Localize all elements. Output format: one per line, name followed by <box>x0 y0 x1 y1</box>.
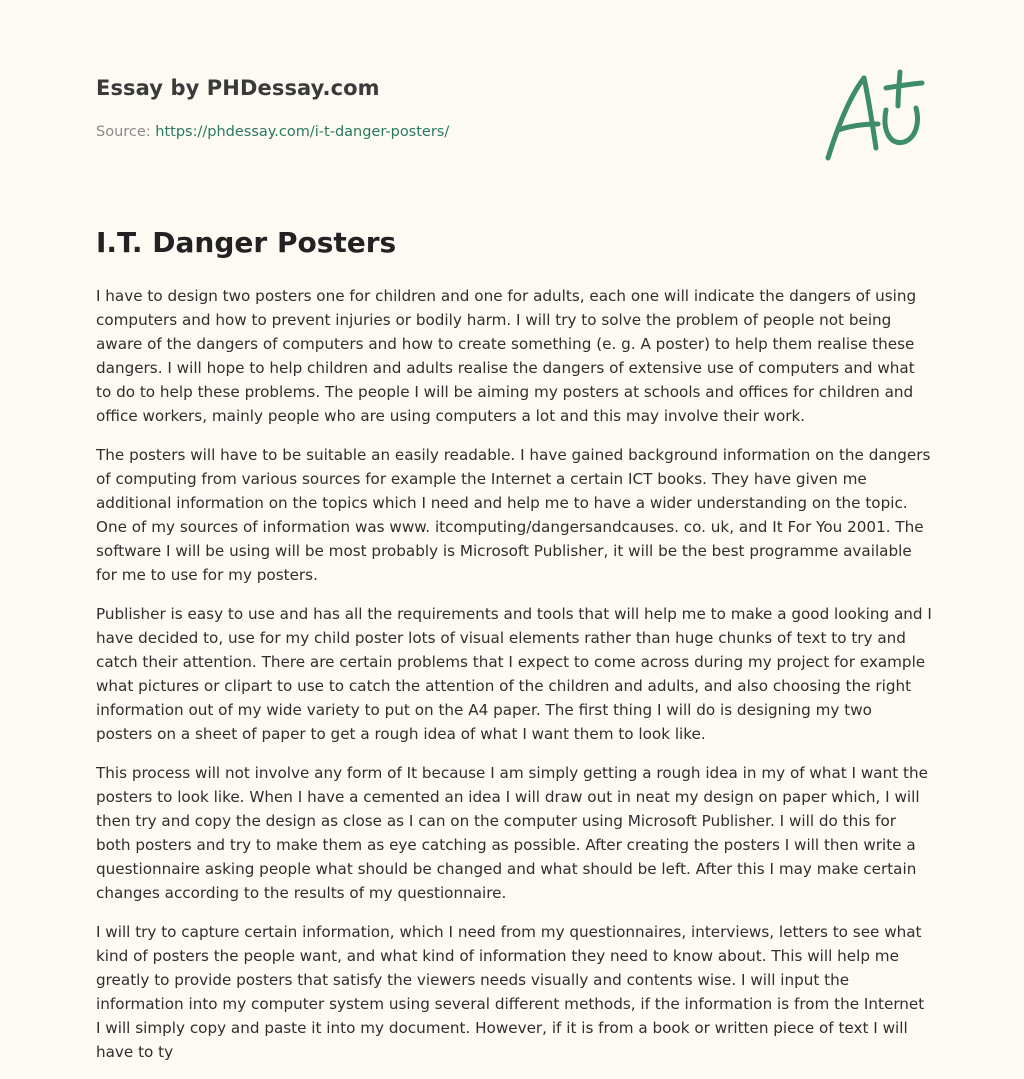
paragraph: I will try to capture certain information, which I need from my questionnaires, interviews, letters to see what kind of posters the people want, and what kind of information they need to know about. This will help me greatly to provide posters that satisfy the viewers needs visually and contents wise. I will input the information into my computer system using several different methods, if the information is from the Internet I will simply copy and paste it into my document. However, if it is from a book or written piece of text I will have to ty <box>96 923 925 1061</box>
article-title: I.T. Danger Posters <box>96 226 397 259</box>
source-label: Source: <box>96 124 156 140</box>
paragraph: Publisher is easy to use and has all the requirements and tools that will help me to make a good looking and I have decided to, use for my child poster lots of visual elements rather than huge chunks of text to try and catch their attention. There are certain problems that I expect to come across during my project for example what pictures or clipart to use to catch the attention of the children and adults, and also choosing the right information out of my wide variety to put on the A4 paper. The first thing I will do is designing my two posters on a sheet of paper to get a rough idea of what I want them to look like. <box>96 605 932 743</box>
site-brand: Essay by PHDessay.com <box>96 76 380 100</box>
source-line <box>96 124 449 140</box>
source-link[interactable]: https://phdessay.com/i-t-danger-posters/ <box>155 124 450 140</box>
paragraph: This process will not involve any form of It because I am simply getting a rough idea in my of what I want the posters to look like. When I have a cemented an idea I will draw out in neat my design on paper which, I will then try and copy the design as close as I can on the computer using Microsoft Publisher. I will do this for both posters and try to make them as eye catching as possible. After creating the posters I will then write a questionnaire asking people what should be changed and what should be left. After this I may make certain changes according to the results of my questionnaire. <box>96 764 928 902</box>
paragraph: I have to design two posters one for children and one for adults, each one will indicate the dangers of using computers and how to prevent injuries or bodily harm. I will try to solve the problem of people not being aware of the dangers of computers and how to create something (e. g. A poster) to help them realise these dangers. I will hope to help children and adults realise the dangers of extensive use of computers and what to do to help these problems. The people I will be aiming my posters at schools and offices for children and office workers, mainly people who are using computers a lot and this may involve their work. <box>96 287 917 425</box>
article-body <box>96 284 932 1079</box>
paragraph: The posters will have to be suitable an easily readable. I have gained background information on the dangers of computing from various sources for example the Internet a certain ICT books. They have given me additional information on the topics which I need and help me to have a wider understanding on the topic. One of my sources of information was www. itcomputing/dangersandcauses. co. uk, and It For You 2001. The software I will be using will be most probably is Microsoft Publisher, it will be the best programme available for me to use for my posters. <box>96 446 931 584</box>
a-plus-logo-icon <box>818 66 930 166</box>
a-plus-logo <box>818 66 930 166</box>
